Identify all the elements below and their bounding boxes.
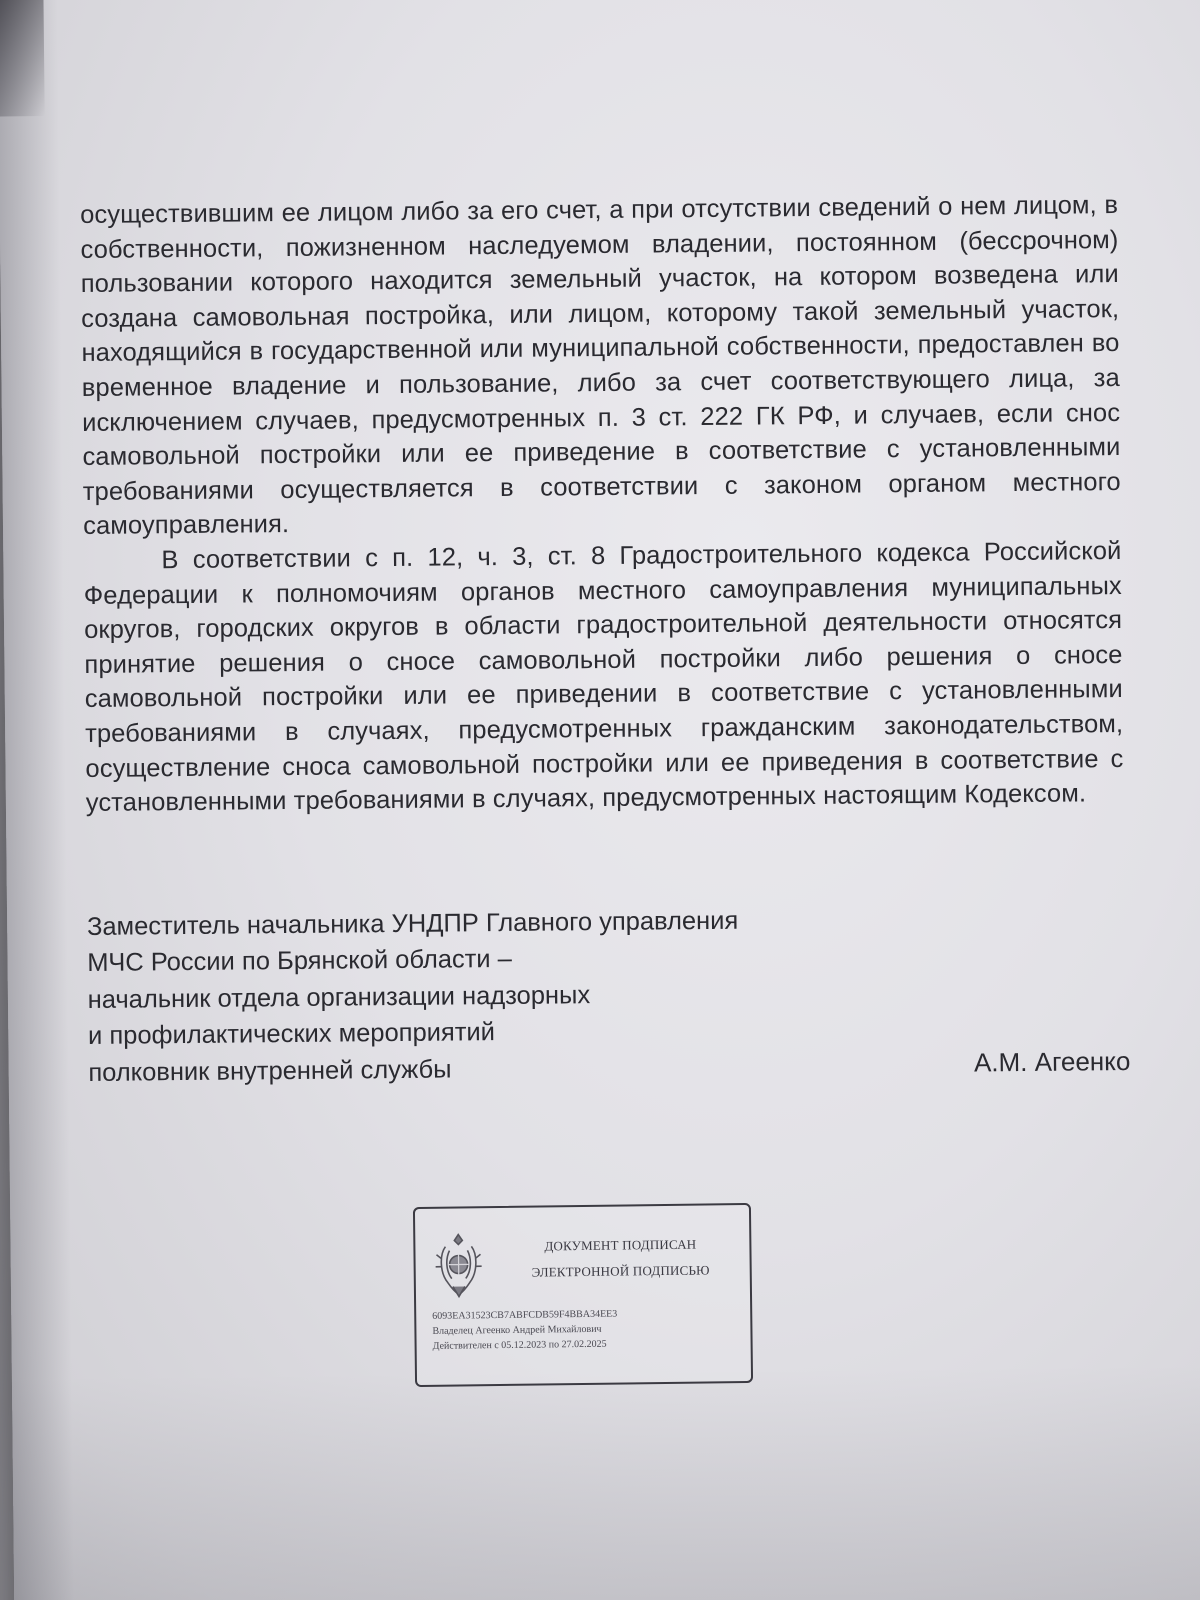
- paragraph-urban-planning-code: В соответствии с п. 12, ч. 3, ст. 8 Градостроительного кодекса Российской Федерации к полномочиям органов местного самоуправления муниципальных округов, городских округов в области градостроительной деятельности относятся принятие решения о сносе самовольной постройки либо решения о сносе самовольной постройки или ее приведении в соответствие с установленными требованиями в случаях, предусмотренных гражданским законодательством, осуществление сноса самовольной постройки или ее приведения в соответствие с установленными требованиями в случаях, предусмотренных настоящим Кодексом.: [83, 536, 1124, 818]
- paper-shadow-bottom: [12, 1364, 1200, 1600]
- paper-shadow-left: [0, 0, 75, 1600]
- stamp-owner: Владелец Агеенко Андрей Михайлович: [432, 1323, 602, 1337]
- signature-block: [86, 899, 1131, 1109]
- paragraph-continuation: осуществившим ее лицом либо за его счет, а при отсутствии сведений о нем лицом, в собственности, пожизненном наследуемом владении, постоянном (бессрочном) пользовании которого находится земельный участок, на котором возведена или создана самовольная постройка, или лицом, которому такой земельный участок, находящийся в государственной или муниципальной собственности, предоставлен во временное владение и пользование, либо за счет соответствующего лица, за исключением случаев, предусмотренных п. 3 ст. 222 ГК РФ, и случаев, если снос самовольной постройки или ее приведение в соответствие с установленными требованиями осуществляется в соответствии с законом органом местного самоуправления.: [80, 191, 1121, 541]
- electronic-signature-stamp: [413, 1203, 753, 1387]
- stamp-details: [432, 1305, 743, 1354]
- stamp-certificate: 6093EA31523CB7ABFCDB59F4BBA34EE3: [432, 1308, 618, 1322]
- previous-page-edge: [0, 0, 45, 116]
- stamp-validity: Действителен с 05.12.2023 по 27.02.2025: [432, 1338, 607, 1352]
- stamp-title-line-2: ЭЛЕКТРОННОЙ ПОДПИСЬЮ: [531, 1262, 710, 1280]
- mchs-emblem-icon: [433, 1228, 484, 1299]
- document-body: [80, 188, 1131, 1109]
- stamp-title-line-1: ДОКУМЕНТ ПОДПИСАН: [544, 1236, 697, 1254]
- signer-name: А.М. Агеенко: [973, 1045, 1131, 1078]
- stamp-title: [505, 1231, 736, 1286]
- signer-position: Заместитель начальника УНДПР Главного управления МЧС России по Брянской области – начальник отдела организации надзорных и профилактических мероприятий полковник внутренней службы: [86, 906, 739, 1087]
